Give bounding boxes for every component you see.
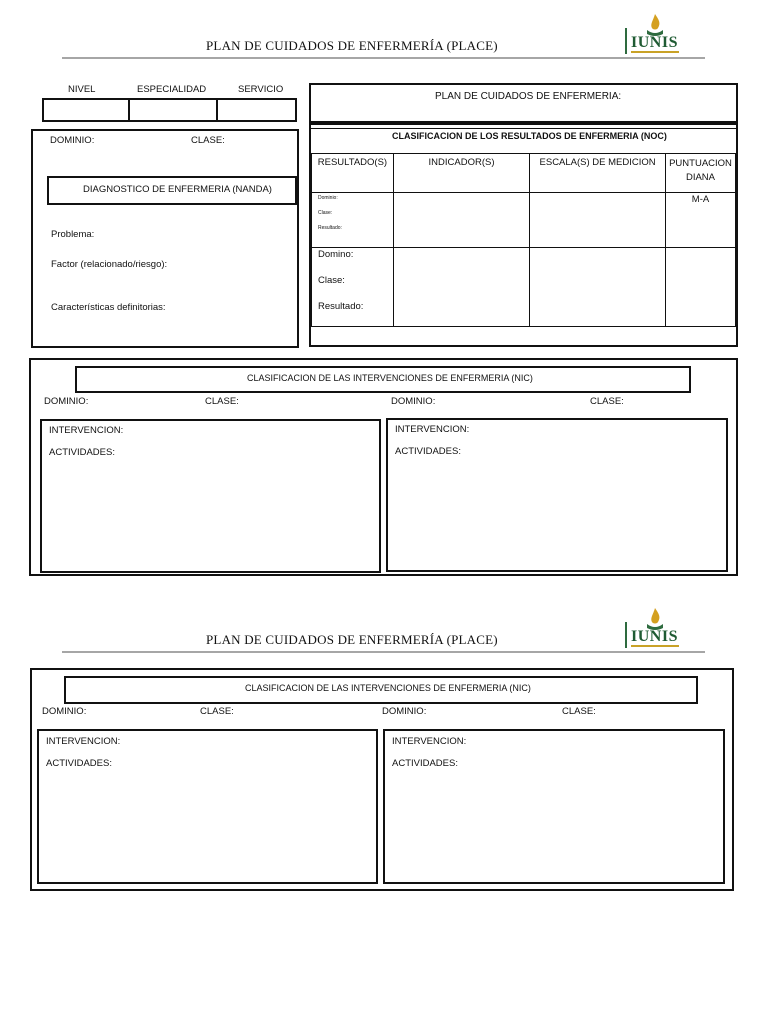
nic-dominio-right: DOMINIO: — [391, 396, 436, 407]
noc-table — [311, 153, 736, 327]
nic-dominio-left-page2: DOMINIO: — [42, 706, 87, 717]
noc-row2-indicador-cell[interactable] — [393, 248, 529, 327]
dominio-label: DOMINIO: — [50, 135, 95, 146]
noc-row2-resultado: Resultado: — [318, 301, 364, 312]
nic-intervencion-right-page2: INTERVENCION: — [392, 736, 467, 747]
noc-row2-dominio: Domino: — [318, 249, 354, 260]
nic-clase-right-page2: CLASE: — [562, 706, 596, 717]
noc-col-resultado: RESULTADO(S) — [317, 157, 388, 168]
clase-label: CLASE: — [191, 135, 225, 146]
noc-col-indicador: INDICADOR(S) — [428, 157, 495, 168]
nic-actividades-right: ACTIVIDADES: — [395, 446, 461, 457]
nic-panel-page2 — [30, 668, 734, 891]
flame-icon — [645, 14, 665, 36]
noc-row1-dominio: Dominio: — [318, 195, 338, 201]
noc-row1-escala-cell[interactable] — [530, 193, 666, 248]
noc-row1-resultado: Resultado: — [318, 225, 342, 231]
noc-row2-escala-cell[interactable] — [530, 248, 666, 327]
page-title: PLAN DE CUIDADOS DE ENFERMERÍA (PLACE) — [206, 38, 498, 53]
nic-intervencion-box-right[interactable] — [386, 418, 728, 572]
nic-intervencion-left: INTERVENCION: — [49, 425, 124, 436]
nic-clase-left-page2: CLASE: — [200, 706, 234, 717]
noc-row1-indicador-cell[interactable] — [393, 193, 529, 248]
nic-intervencion-left-page2: INTERVENCION: — [46, 736, 121, 747]
noc-title-rule — [311, 128, 736, 129]
plan-title: PLAN DE CUIDADOS DE ENFERMERIA: — [435, 91, 622, 102]
nic-intervencion-box-right-page2[interactable] — [383, 729, 725, 884]
noc-col-puntuacion: PUNTUACION DIANA — [669, 158, 732, 183]
especialidad-label: ESPECIALIDAD — [137, 84, 207, 95]
nic-actividades-right-page2: ACTIVIDADES: — [392, 758, 458, 769]
nanda-title-box — [47, 176, 297, 205]
page2-title: PLAN DE CUIDADOS DE ENFERMERÍA (PLACE) — [206, 632, 498, 647]
nic-intervencion-box-left-page2[interactable] — [37, 729, 378, 884]
nic-dominio-right-page2: DOMINIO: — [382, 706, 427, 717]
title-rule — [62, 57, 705, 59]
nic-clase-right: CLASE: — [590, 396, 624, 407]
factor-label: Factor (relacionado/riesgo): — [51, 259, 168, 270]
servicio-field[interactable] — [216, 98, 297, 122]
iunis-logo-page2: IUNIS — [625, 608, 681, 650]
nic-intervencion-box-left[interactable] — [40, 419, 381, 573]
noc-row1-score: M-A — [691, 194, 710, 205]
plan-title-box — [309, 83, 738, 123]
iunis-logo: IUNIS — [625, 14, 681, 56]
noc-col-escala: ESCALA(S) DE MEDICION — [539, 157, 656, 168]
problema-label: Problema: — [51, 229, 95, 240]
nanda-title: DIAGNOSTICO DE ENFERMERIA (NANDA) — [83, 184, 272, 195]
nanda-panel — [31, 129, 299, 348]
flame-icon — [645, 608, 665, 630]
nic-intervencion-right: INTERVENCION: — [395, 424, 470, 435]
nic-actividades-left-page2: ACTIVIDADES: — [46, 758, 112, 769]
noc-row1-clase: Clase: — [318, 210, 333, 216]
page2-title-rule — [62, 651, 705, 653]
nic-title-page2: CLASIFICACION DE LAS INTERVENCIONES DE ENFERMERIA (NIC) — [245, 683, 531, 693]
nic-actividades-left: ACTIVIDADES: — [49, 447, 115, 458]
noc-row2-score-cell[interactable] — [666, 248, 736, 327]
nic-panel — [29, 358, 738, 576]
caracteristicas-label: Características definitorias: — [51, 302, 166, 313]
nic-title-box-page2 — [64, 676, 698, 704]
noc-row2-clase: Clase: — [318, 275, 345, 286]
nivel-field[interactable] — [42, 98, 130, 122]
nic-dominio-left: DOMINIO: — [44, 396, 89, 407]
nic-clase-left: CLASE: — [205, 396, 239, 407]
servicio-label: SERVICIO — [238, 84, 284, 95]
nivel-label: NIVEL — [68, 84, 96, 95]
nic-title-box — [75, 366, 691, 393]
especialidad-field[interactable] — [128, 98, 218, 122]
nic-title: CLASIFICACION DE LAS INTERVENCIONES DE ENFERMERIA (NIC) — [247, 373, 533, 383]
noc-title: CLASIFICACION DE LOS RESULTADOS DE ENFERMERIA (NOC) — [392, 131, 667, 141]
